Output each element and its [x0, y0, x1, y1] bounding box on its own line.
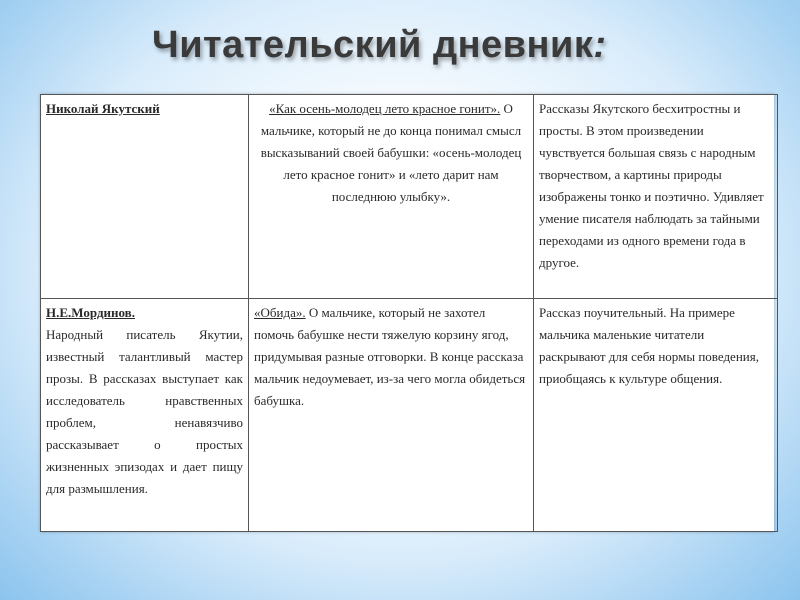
author-cell — [41, 95, 249, 299]
diary-table — [40, 94, 778, 532]
work-summary: О мальчике, который не захотел помочь бабушке нести тяжелую корзину ягод, придумывая разные отговорки. В конце рассказа мальчик недоумевает, из-за чего могла обидеться бабушка. — [254, 305, 526, 408]
table-row — [41, 299, 778, 532]
work-summary: О мальчике, который не до конца понимал смысл высказываний своей бабушки: «осень-молодец лето красное гонит» и «лето дарит нам последнюю улыбку». — [260, 101, 522, 204]
page-title-text: Читательский дневник — [152, 24, 594, 66]
work-cell — [249, 299, 534, 532]
author-cell — [41, 299, 249, 532]
author-name: Николай Якутский — [46, 101, 160, 116]
reading-diary-table — [40, 94, 774, 532]
work-cell — [249, 95, 534, 299]
review-cell — [534, 95, 778, 299]
review-text: Рассказ поучительный. На примере мальчика маленькие читатели раскрывают для себя нормы поведения, приобщаясь к культуре общения. — [539, 305, 759, 386]
author-note: Народный писатель Якутии, известный талантливый мастер прозы. В рассказах выступает как исследователь нравственных проблем, ненавязчиво рассказывает о простых жизненных эпизодах и дает пищу для размышления. — [46, 327, 243, 496]
page-title-colon: : — [593, 24, 607, 66]
work-title: «Обида». — [254, 305, 306, 320]
page-title — [152, 24, 607, 67]
table-row — [41, 95, 778, 299]
work-title: «Как осень-молодец лето красное гонит». — [269, 101, 501, 116]
author-name: Н.Е.Мординов. — [46, 305, 135, 320]
review-cell — [534, 299, 778, 532]
review-text: Рассказы Якутского бесхитростны и просты. В этом произведении чувствуется большая связь с народным творчеством, а картины природы изображены тонко и поэтично. Удивляет умение писателя наблюдать за тайными переходами из одного времени года в другое. — [539, 101, 764, 270]
